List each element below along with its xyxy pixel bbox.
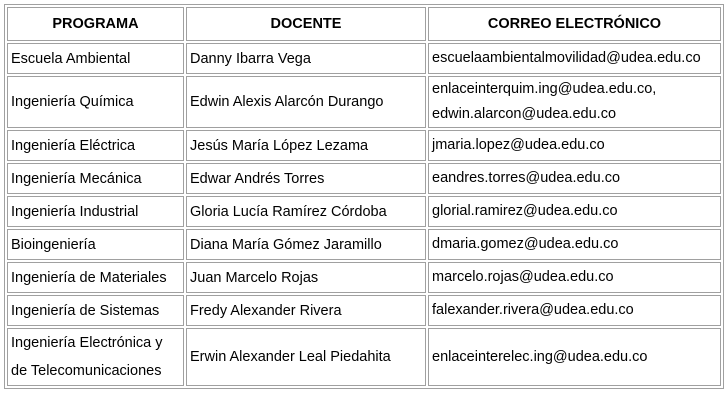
docente-cell: Diana María Gómez Jaramillo bbox=[186, 229, 426, 260]
table-row bbox=[7, 130, 721, 161]
docente-cell: Juan Marcelo Rojas bbox=[186, 262, 426, 293]
email-text: eandres.torres@udea.edu.co bbox=[432, 170, 621, 186]
programa-cell: Ingeniería de Sistemas bbox=[7, 295, 184, 326]
header-docente: DOCENTE bbox=[186, 7, 426, 41]
correo-cell bbox=[428, 43, 721, 74]
correo-cell bbox=[428, 328, 721, 386]
docente-cell: Danny Ibarra Vega bbox=[186, 43, 426, 74]
email-text: falexander.rivera@udea.edu.co bbox=[432, 302, 634, 318]
docente-cell: Jesús María López Lezama bbox=[186, 130, 426, 161]
docente-cell: Edwar Andrés Torres bbox=[186, 163, 426, 194]
correo-cell bbox=[428, 196, 721, 227]
table-row bbox=[7, 328, 721, 386]
programa-cell: Ingeniería Química bbox=[7, 76, 184, 128]
email-text: glorial.ramirez@udea.edu.co bbox=[432, 203, 618, 219]
table-row bbox=[7, 43, 721, 74]
table-row bbox=[7, 163, 721, 194]
correo-cell bbox=[428, 130, 721, 161]
programa-cell: Ingeniería Mecánica bbox=[7, 163, 184, 194]
email-text: jmaria.lopez@udea.edu.co bbox=[432, 137, 605, 153]
email-text: dmaria.gomez@udea.edu.co bbox=[432, 236, 619, 252]
correo-cell bbox=[428, 76, 721, 128]
programa-cell: Ingeniería Electrónica y de Telecomunicaciones bbox=[7, 328, 184, 386]
correo-cell bbox=[428, 163, 721, 194]
contacts-table-container bbox=[4, 4, 724, 389]
email-text: marcelo.rojas@udea.edu.co bbox=[432, 269, 614, 285]
correo-cell bbox=[428, 295, 721, 326]
docente-cell: Edwin Alexis Alarcón Durango bbox=[186, 76, 426, 128]
programa-cell: Escuela Ambiental bbox=[7, 43, 184, 74]
header-correo: CORREO ELECTRÓNICO bbox=[428, 7, 721, 41]
correo-cell bbox=[428, 229, 721, 260]
programa-cell: Ingeniería Industrial bbox=[7, 196, 184, 227]
docente-cell: Fredy Alexander Rivera bbox=[186, 295, 426, 326]
programa-cell: Ingeniería de Materiales bbox=[7, 262, 184, 293]
table-row bbox=[7, 76, 721, 128]
programa-cell: Bioingeniería bbox=[7, 229, 184, 260]
docente-cell: Erwin Alexander Leal Piedahita bbox=[186, 328, 426, 386]
table-row bbox=[7, 229, 721, 260]
programa-cell: Ingeniería Eléctrica bbox=[7, 130, 184, 161]
email-text: enlaceinterelec.ing@udea.edu.co bbox=[432, 348, 648, 365]
header-row bbox=[7, 7, 721, 41]
table-row bbox=[7, 196, 721, 227]
table-row bbox=[7, 295, 721, 326]
email-text: edwin.alarcon@udea.edu.co bbox=[432, 106, 617, 122]
table-row bbox=[7, 262, 721, 293]
correo-cell bbox=[428, 262, 721, 293]
docente-cell: Gloria Lucía Ramírez Córdoba bbox=[186, 196, 426, 227]
email-text: escuelaambientalmovilidad@udea.edu.co bbox=[432, 50, 701, 66]
email-text: enlaceinterquim.ing@udea.edu.co, bbox=[432, 81, 657, 97]
header-programa: PROGRAMA bbox=[7, 7, 184, 41]
contacts-table bbox=[4, 4, 724, 389]
